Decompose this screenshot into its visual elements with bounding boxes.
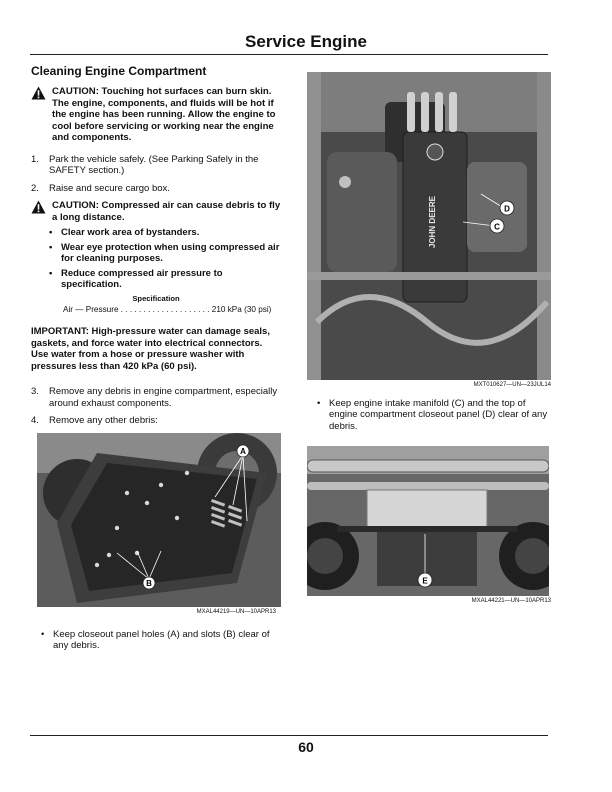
figure-caption: MXAL44219—UN—10APR13 [196, 608, 276, 615]
caution-text: CAUTION: Compressed air can cause debris to fly a long distance. [52, 200, 281, 223]
list-item: • Clear work area of bystanders. [49, 227, 200, 239]
list-item: • Wear eye protection when using compressed air for cleaning purposes. [49, 241, 280, 265]
page-number: 60 [298, 739, 314, 755]
step-number: 4. [31, 415, 39, 427]
caution-hot-surfaces [31, 86, 281, 144]
engine-brand-text: JOHN DEERE [428, 195, 437, 249]
step-4 [31, 415, 281, 426]
bullet-note-c-d: • Keep engine intake manifold (C) and the top of engine compartment closeout panel (D) clear of any debris. [317, 398, 548, 432]
caution-text: CAUTION: Touching hot surfaces can burn skin. The engine, components, and fluids will be hot if the engine has been running. Allow the engine to cool before servicing or working near the engine and components. [52, 86, 276, 144]
engine-photo [307, 72, 551, 380]
callout-a: A [240, 446, 246, 456]
caution-bullet-list [49, 227, 281, 290]
step-text: Remove any other debris: [49, 415, 158, 427]
spec-line: Air — Pressure . . . . . . . . . . . . . . . . . . . . 210 kPa (30 psi) [63, 305, 272, 315]
important-note: IMPORTANT: High-pressure water can damage seals, gaskets, and force water into electrical connectors. Use water from a hose or pressure washer with pressures less than 420 kPa (60 psi). [31, 326, 270, 372]
header-rule [30, 54, 548, 55]
step-number: 3. [31, 386, 39, 398]
bullet-note-a-b: • Keep closeout panel holes (A) and slots (B) clear of any debris. [41, 628, 270, 652]
warning-icon [31, 200, 46, 214]
callout-c: C [494, 222, 500, 232]
figure-caption: MXT010627—UN—23JUL14 [473, 382, 551, 388]
callout-e: E [422, 576, 428, 586]
right-column [307, 72, 551, 604]
list-item: • Reduce compressed air pressure to specification. [49, 267, 223, 290]
closeout-panel-photo [37, 433, 281, 607]
step-number: 2. [31, 182, 39, 194]
step-2 [31, 183, 281, 194]
step-text: Raise and secure cargo box. [49, 182, 170, 194]
step-3 [31, 386, 281, 409]
step-text: Remove any debris in engine compartment, especially around exhaust components. [49, 386, 278, 409]
figure-caption: MXAL44221—UN—10APR13 [471, 598, 551, 605]
callout-b: B [146, 578, 152, 588]
step-1 [31, 154, 281, 177]
spec-heading: Specification [132, 294, 180, 304]
footer-rule [30, 735, 548, 736]
page-title: Service Engine [245, 32, 367, 51]
callout-d: D [504, 204, 510, 214]
warning-icon [31, 86, 46, 100]
step-text: Park the vehicle safely. (See Parking Safely in the SAFETY section.) [49, 153, 259, 177]
caution-compressed-air [31, 200, 281, 223]
step-number: 1. [31, 153, 39, 165]
underside-photo [307, 446, 549, 596]
left-column [31, 64, 281, 651]
section-heading: Cleaning Engine Compartment [31, 64, 207, 78]
